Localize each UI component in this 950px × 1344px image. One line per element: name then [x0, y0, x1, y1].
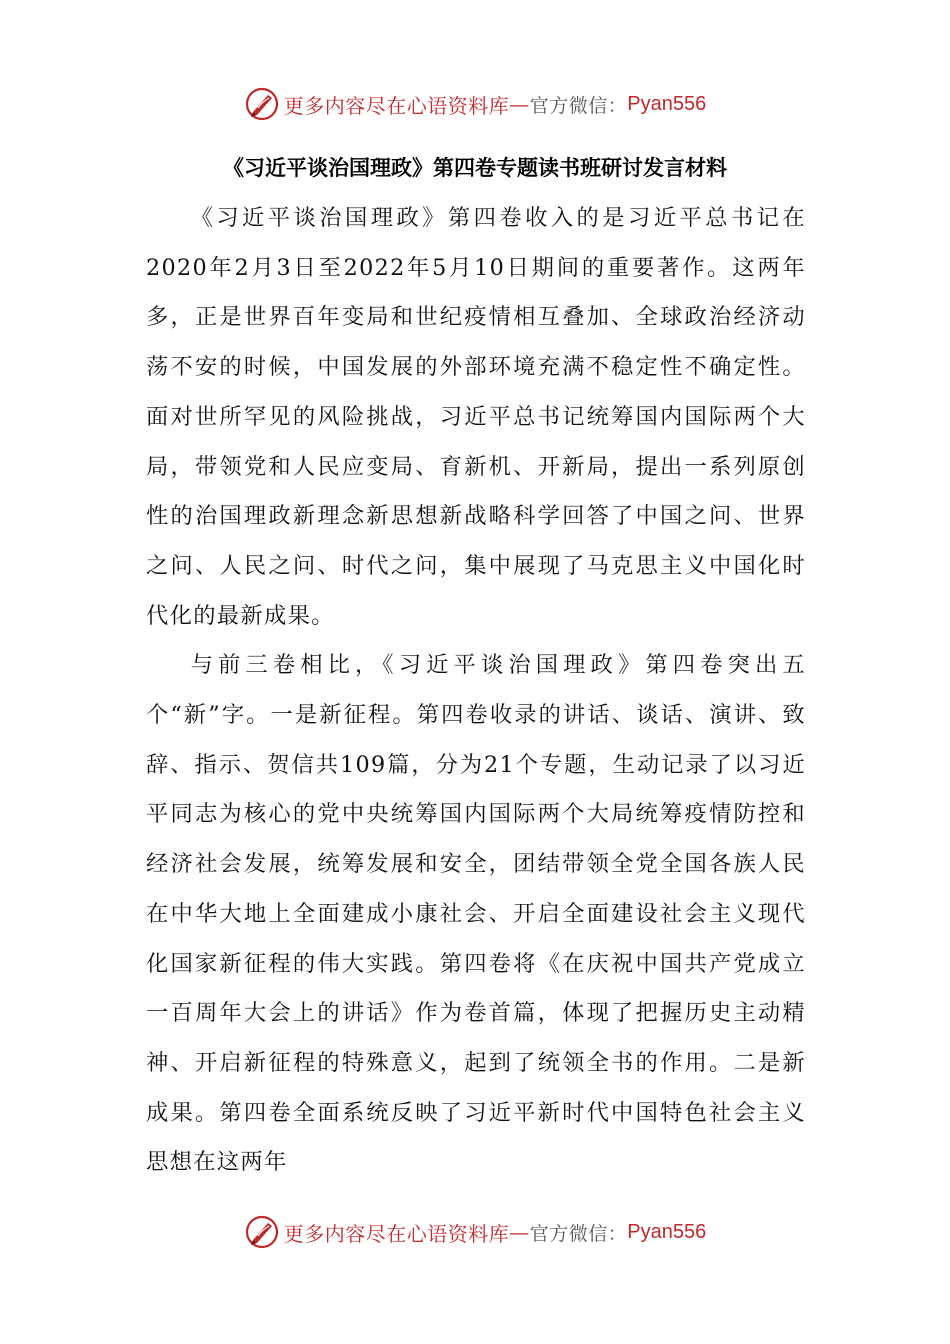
banner-dash: —: [509, 92, 530, 116]
pen-logo-icon: [244, 86, 280, 122]
banner-text: 更多内容尽在心语资料库: [283, 1221, 510, 1246]
banner-official-label: 官方微信：: [529, 1222, 628, 1245]
banner-wechat-id: Pyan556: [627, 92, 707, 115]
banner-dash: —: [509, 1220, 530, 1244]
banner-wechat-id: Pyan556: [627, 1220, 707, 1243]
banner-official-label: 官方微信：: [529, 94, 628, 117]
document-body: [146, 194, 806, 1188]
document-title: 《习近平谈治国理政》第四卷专题读书班研讨发言材料: [223, 156, 727, 180]
banner-text: 更多内容尽在心语资料库: [283, 93, 510, 118]
footer-banner: [0, 1212, 950, 1252]
pen-logo-icon: [244, 1214, 280, 1250]
header-banner: [0, 84, 950, 124]
paragraph-1: 《习近平谈治国理政》第四卷收入的是习近平总书记在2020年2月3日至2022年5月10日期间的重要著作。这两年多，正是世界百年变局和世纪疫情相互叠加、全球政治经济动荡不安的时候，中国发展的外部环境充满不稳定性不确定性。面对世所罕见的风险挑战，习近平总书记统筹国内国际两个大局，带领党和人民应变局、育新机、开新局，提出一系列原创性的治国理政新理念新思想新战略科学回答了中国之问、世界之问、人民之问、时代之问，集中展现了马克思主义中国化时代化的最新成果。: [146, 205, 806, 629]
paragraph-2: 与前三卷相比，《习近平谈治国理政》第四卷突出五个“新”字。一是新征程。第四卷收录的讲话、谈话、演讲、致辞、指示、贺信共109篇，分为21个专题，生动记录了以习近平同志为核心的党中央统筹国内国际两个大局统筹疫情防控和经济社会发展，统筹发展和安全，团结带领全党全国各族人民在中华大地上全面建成小康社会、开启全面建设社会主义现代化国家新征程的伟大实践。第四卷将《在庆祝中国共产党成立一百周年大会上的讲话》作为卷首篇，体现了把握历史主动精神、开启新征程的特殊意义，起到了统领全书的作用。二是新成果。第四卷全面系统反映了习近平新时代中国特色社会主义思想在这两年: [146, 652, 806, 1176]
